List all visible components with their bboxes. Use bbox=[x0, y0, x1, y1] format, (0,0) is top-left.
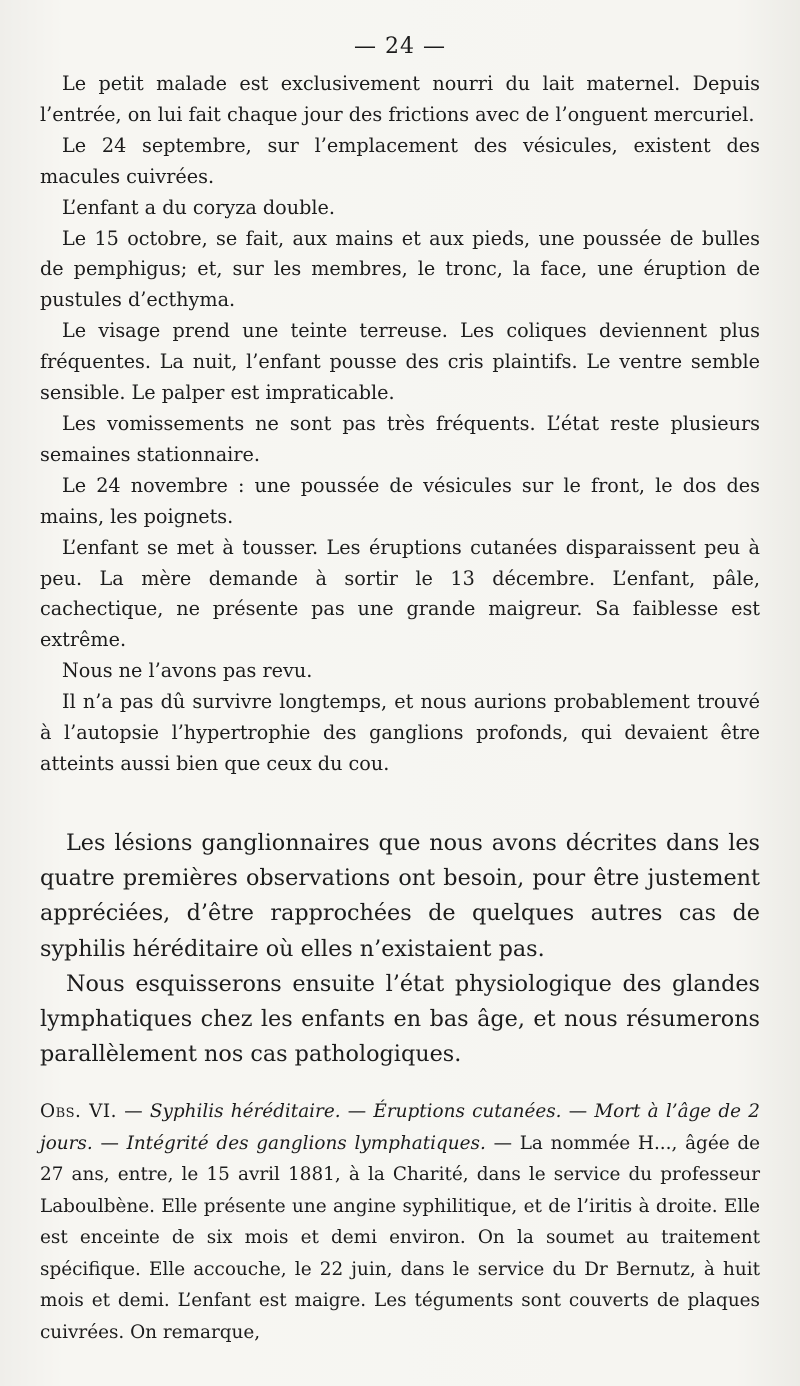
separator: — bbox=[340, 1101, 374, 1122]
paragraph: Le 24 septembre, sur l’emplacement des vésicules, existent des macules cuivrées. bbox=[40, 133, 760, 188]
paragraph: Le 24 novembre : une poussée de vésicules sur le front, le dos des mains, les poignets. bbox=[40, 473, 760, 528]
case-paragraph bbox=[40, 1096, 760, 1348]
separator: — bbox=[485, 1132, 520, 1154]
paragraph: Les vomissements ne sont pas très fréquents. L’état reste plusieurs semaines stationnaire. bbox=[40, 411, 760, 466]
discussion-section bbox=[40, 826, 760, 1072]
case-title: Éruptions cutanées. bbox=[373, 1101, 562, 1122]
case-title: Syphilis héréditaire. bbox=[149, 1101, 341, 1122]
separator: — bbox=[117, 1101, 150, 1122]
separator: — bbox=[92, 1132, 127, 1154]
paragraph: Nous ne l’avons pas revu. bbox=[62, 659, 313, 683]
observation-continuation bbox=[40, 69, 760, 780]
paragraph: L’enfant se met à tousser. Les éruptions cutanées disparaissent peu à peu. La mère demande à sortir le 13 décembre. L’enfant, pâle, cachectique, ne présente pas une grande maigreur. Sa faiblesse est extrême. bbox=[40, 535, 760, 652]
paragraph: Il n’a pas dû survivre longtemps, et nous aurions probablement trouvé à l’autopsie l’hypertrophie des ganglions profonds, qui devaient être atteints aussi bien que ceux du cou. bbox=[40, 690, 760, 775]
paragraph: Le petit malade est exclusivement nourri du lait maternel. Depuis l’entrée, on lui fait chaque jour des frictions avec de l’onguent mercuriel. bbox=[40, 72, 760, 126]
case-body: La nommée H..., âgée de 27 ans, entre, le 15 avril 1881, à la Charité, dans le service du professeur Laboulbène. Elle présente une angine syphilitique, et de l’iritis à droite. Elle est enceinte de six mois et demi environ. On la soumet au traitement spécifique. Elle accouche, le 22 juin, dans le service du Dr Bernutz, à huit mois et demi. L’enfant est maigre. Les téguments sont couverts de plaques cuivrées. On remarque, bbox=[40, 1132, 760, 1343]
separator: — bbox=[561, 1101, 595, 1122]
observation-vi bbox=[40, 1096, 760, 1348]
paragraph: Le 15 octobre, se fait, aux mains et aux pieds, une poussée de bulles de pemphigus; et, sur les membres, le tronc, la face, une éruption de pustules d’ecthyma. bbox=[40, 226, 760, 312]
case-title: Intégrité des ganglions lymphatiques. bbox=[126, 1132, 486, 1154]
case-title: Mort à l’âge de 2 jours. bbox=[40, 1101, 760, 1154]
paragraph: Les lésions ganglionnaires que nous avons décrites dans les quatre premières observations ont besoin, pour être justement appréciées, d’être rapprochées de quelques autres cas de syphilis héréditaire où elles n’existaient pas. bbox=[40, 830, 760, 962]
observation-label: Obs. VI. bbox=[40, 1101, 117, 1122]
page-number: — 24 — bbox=[354, 34, 446, 59]
paragraph: Nous esquisserons ensuite l’état physiologique des glandes lymphatiques chez les enfants en bas âge, et nous résumerons parallèlement nos cas pathologiques. bbox=[40, 970, 760, 1068]
paragraph: L’enfant a du coryza double. bbox=[62, 195, 335, 219]
paragraph: Le visage prend une teinte terreuse. Les coliques deviennent plus fréquentes. La nuit, l’enfant pousse des cris plaintifs. Le ventre semble sensible. Le palper est impraticable. bbox=[40, 319, 760, 405]
